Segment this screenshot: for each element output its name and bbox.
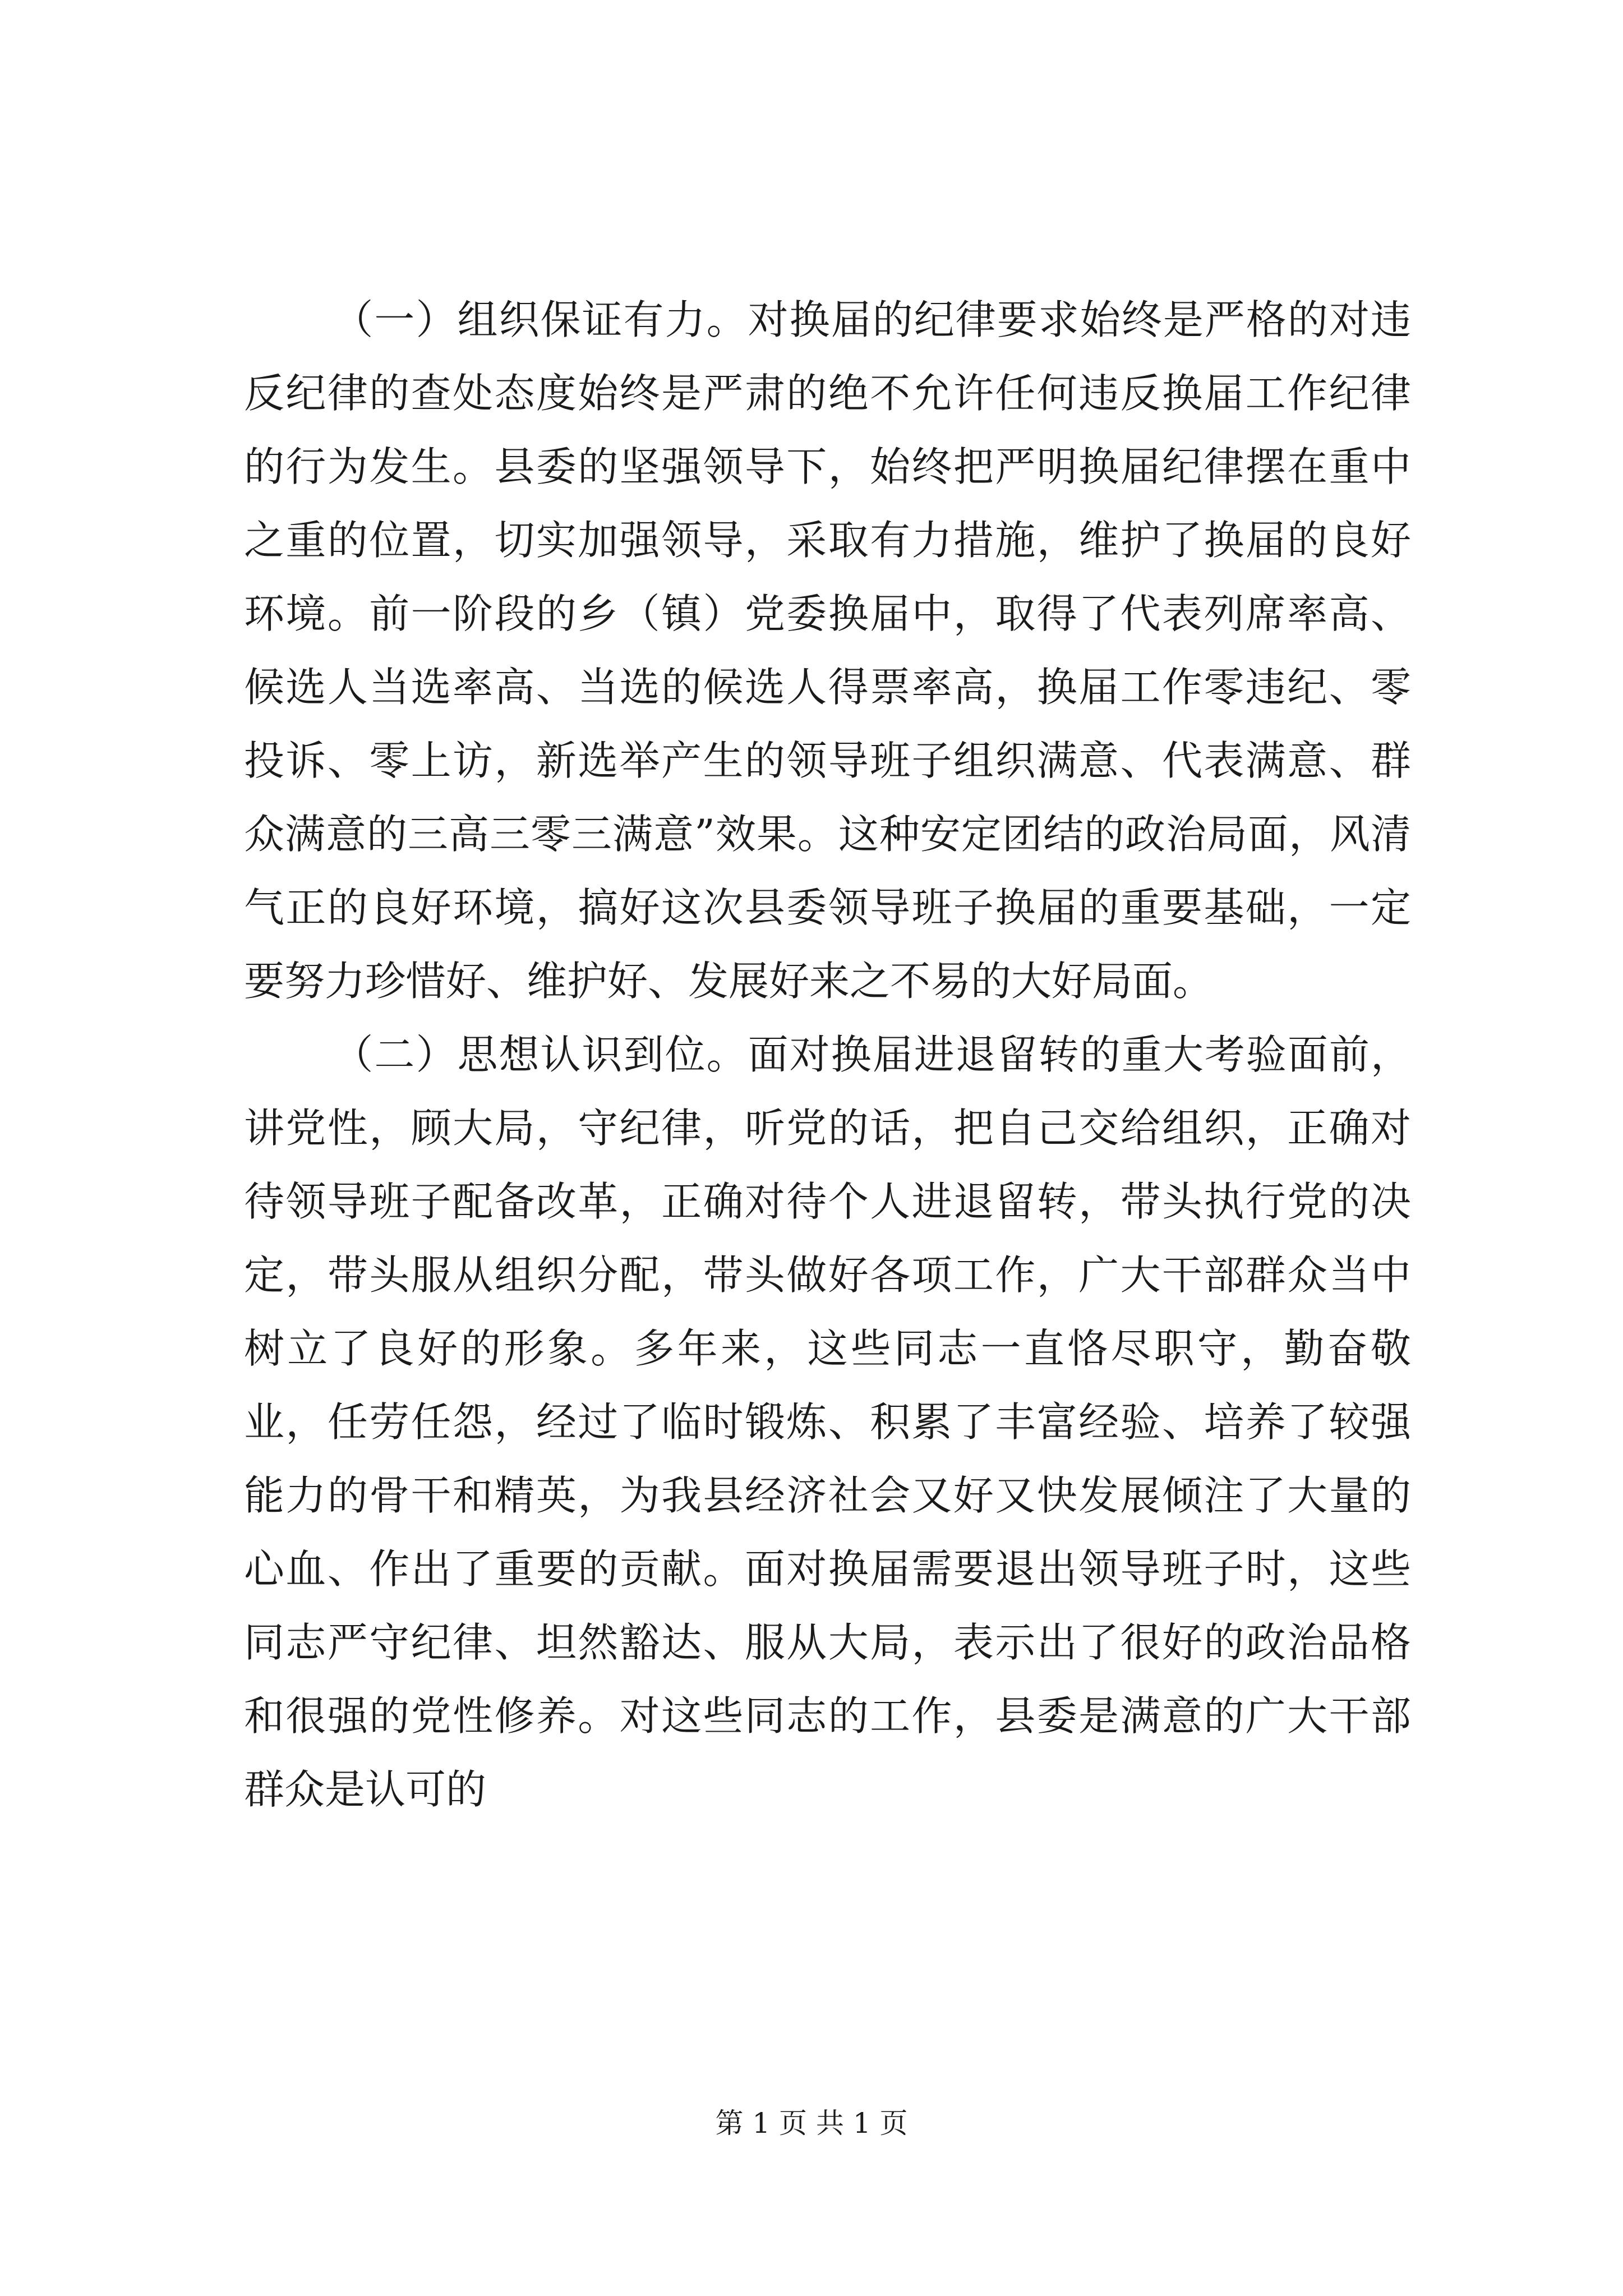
- document-body: [244, 283, 1411, 1826]
- page-footer: 第 1 页 共 1 页: [715, 2107, 908, 2139]
- paragraph-organization-guarantee: （一）组织保证有力。对换届的纪律要求始终是严格的对违反纪律的查处态度始终是严肃的绝不允许任何违反换届工作纪律的行为发生。县委的坚强领导下，始终把严明换届纪律摆在重中之重的位置，切实加强领导，采取有力措施，维护了换届的良好环境。前一阶段的乡（镇）党委换届中，取得了代表列席率高、候选人当选率高、当选的候选人得票率高，换届工作零违纪、零投诉、零上访，新选举产生的领导班子组织满意、代表满意、群众满意的三高三零三满意”效果。这种安定团结的政治局面，风清气正的良好环境，搞好这次县委领导班子换届的重要基础，一定要努力珍惜好、维护好、发展好来之不易的大好局面。: [244, 296, 1411, 1005]
- paragraph-ideological-understanding: （二）思想认识到位。面对换届进退留转的重大考验面前，讲党性，顾大局，守纪律，听党的话，把自己交给组织，正确对待领导班子配备改革，正确对待个人进退留转，带头执行党的决定，带头服从组织分配，带头做好各项工作，广大干部群众当中树立了良好的形象。多年来，这些同志一直恪尽职守，勤奋敬业，任劳任怨，经过了临时锻炼、积累了丰富经验、培养了较强能力的骨干和精英，为我县经济社会又好又快发展倾注了大量的心血、作出了重要的贡献。面对换届需要退出领导班子时，这些同志严守纪律、坦然豁达、服从大局，表示出了很好的政治品格和很强的党性修养。对这些同志的工作，县委是满意的广大干部群众是认可的: [244, 1031, 1411, 1813]
